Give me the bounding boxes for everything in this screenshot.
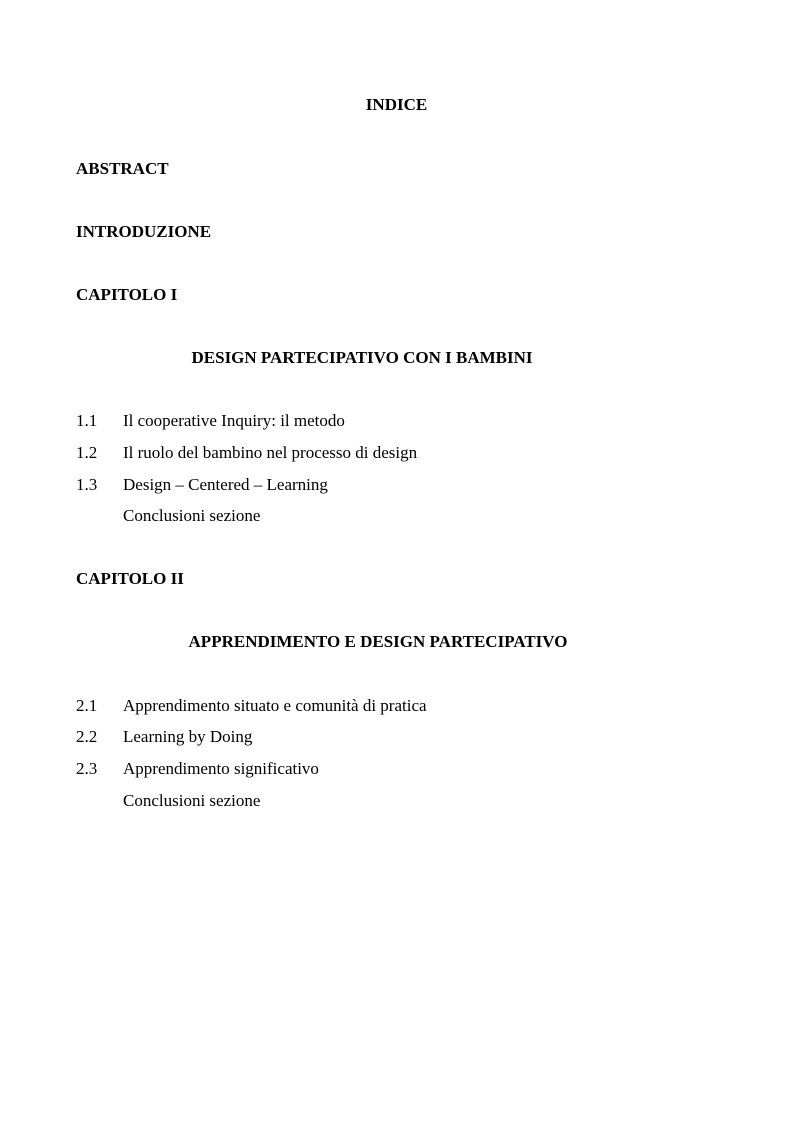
entry-text: Apprendimento significativo: [123, 759, 319, 778]
entry-number: 2.3: [76, 759, 98, 778]
entry-number: 1.3: [76, 475, 98, 494]
entry-number: 1.1: [76, 411, 98, 430]
entry-text: Learning by Doing: [123, 727, 253, 746]
entry-number: 1.2: [76, 443, 98, 462]
chapter-1-title: DESIGN PARTECIPATIVO CON I BAMBINI: [191, 348, 533, 367]
entry-number: 2.1: [76, 696, 98, 715]
toc-introduzione: INTRODUZIONE: [76, 222, 212, 241]
entry-text: Conclusioni sezione: [123, 506, 261, 525]
chapter-2-title: APPRENDIMENTO E DESIGN PARTECIPATIVO: [188, 632, 568, 651]
entry-text: Design – Centered – Learning: [123, 475, 328, 494]
chapter-1-label: CAPITOLO I: [76, 285, 178, 304]
entry-text: Il cooperative Inquiry: il metodo: [123, 411, 345, 430]
entry-text: Apprendimento situato e comunità di pratica: [123, 696, 427, 715]
index-title: INDICE: [365, 95, 428, 114]
chapter-2-label: CAPITOLO II: [76, 569, 184, 588]
toc-abstract: ABSTRACT: [76, 159, 169, 178]
entry-number: 2.2: [76, 727, 98, 746]
entry-text: Conclusioni sezione: [123, 791, 261, 810]
entry-text: Il ruolo del bambino nel processo di design: [123, 443, 418, 462]
